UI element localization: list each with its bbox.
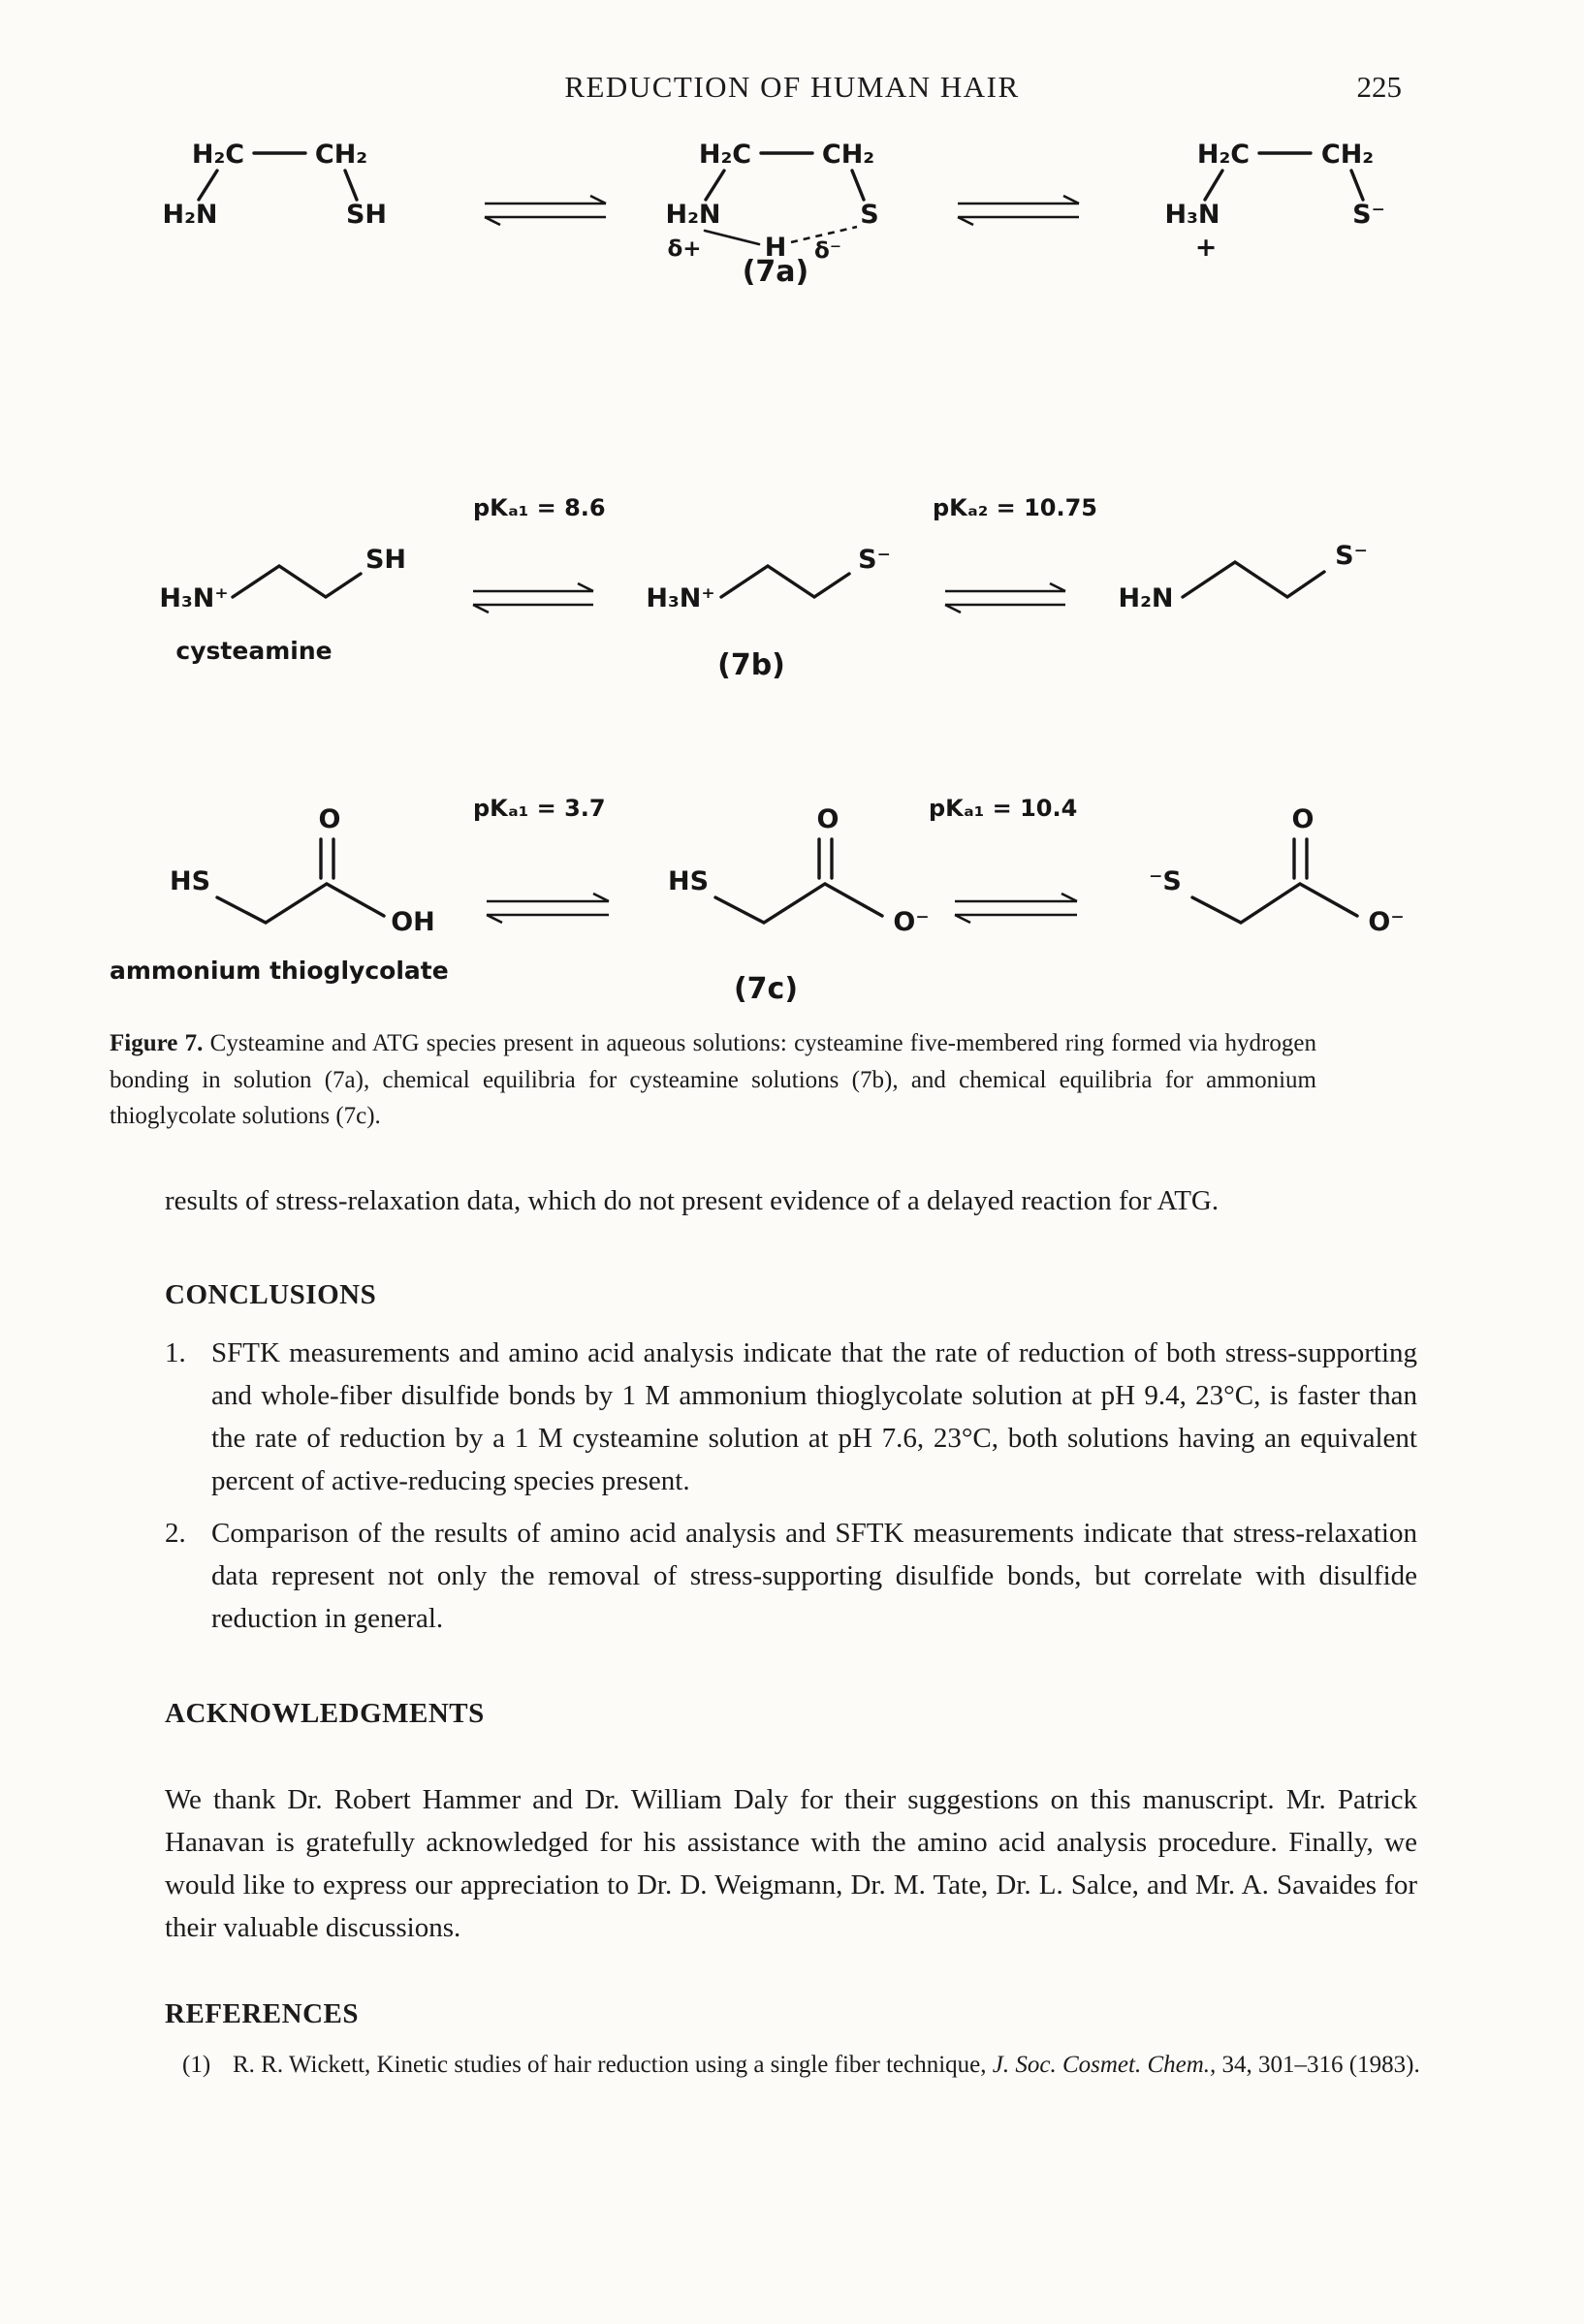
molecule-cysteamine-ring <box>665 140 878 264</box>
running-title: REDUCTION OF HUMAN HAIR <box>564 70 1020 104</box>
body-paragraph: results of stress-relaxation data, which do not present evidence of a delayed reaction for ATG. <box>165 1185 1220 1216</box>
equilibrium-arrow <box>473 583 593 612</box>
bond-line <box>1351 171 1363 200</box>
label-ch2: CH₂ <box>821 140 875 170</box>
label-ch2: CH₂ <box>1320 140 1375 170</box>
references-heading: REFERENCES <box>165 1998 359 2029</box>
label-s-minus: S⁻ <box>858 545 891 575</box>
conclusions-heading: CONCLUSIONS <box>165 1279 377 1310</box>
acknowledgments-heading: ACKNOWLEDGMENTS <box>165 1698 485 1729</box>
reference-journal: J. Soc. Cosmet. Chem., <box>992 2052 1222 2078</box>
list-item-text: Comparison of the results of amino acid analysis and SFTK measurements indicate that stress-relaxation data represent not only the removal of stress-supporting disulfide bonds, but correlate with disulfide reduction in general. <box>211 1518 1417 1635</box>
molecule-thioglycolate-monoanion <box>668 804 930 937</box>
label-delta-plus: δ+ <box>667 236 702 262</box>
scheme-7c <box>0 766 1584 1018</box>
label-h3n-plus: H₃N⁺ <box>646 583 715 613</box>
bond-line <box>715 884 882 923</box>
label-h2c: H₂C <box>191 140 245 170</box>
bond-line <box>233 566 361 597</box>
list-item <box>165 1332 1417 1502</box>
label-h3n-plus: H₃N⁺ <box>159 583 229 613</box>
molecule-name-atg: ammonium thioglycolate <box>110 957 449 985</box>
bond-line <box>706 171 724 200</box>
bond-line <box>852 171 864 200</box>
scheme-7b <box>0 465 1584 707</box>
label-s-minus: ⁻S <box>1149 866 1182 896</box>
label-h3n: H₃N <box>1164 200 1220 230</box>
bond-line <box>345 171 357 200</box>
bond-line <box>217 884 384 923</box>
label-h: H <box>764 233 787 263</box>
label-hs: HS <box>169 866 211 896</box>
list-item <box>165 1512 1417 1640</box>
label-s-minus: S⁻ <box>1352 200 1385 230</box>
scheme-label-7c: (7c) <box>733 972 799 1006</box>
label-h2n: H₂N <box>665 200 721 230</box>
list-item-text: SFTK measurements and amino acid analysis indicate that the rate of reduction of both stress-supporting and whole-fiber disulfide bonds by 1 M ammonium thioglycolate solution at pH 9.4, 23°C, is faster than the rate of reduction by a 1 M cysteamine solution at pH 7.6, 23°C, both solutions having an equivalent percent of active-reducing species present. <box>211 1337 1417 1497</box>
bond-line <box>705 231 759 244</box>
label-h2c: H₂C <box>698 140 752 170</box>
pka2-label: pKₐ₂ = 10.75 <box>933 494 1098 521</box>
molecule-thioglycolate-dianion <box>1149 804 1404 937</box>
acknowledgments-body: We thank Dr. Robert Hammer and Dr. William Daly for their suggestions on this manuscript. Mr. Patrick Hanavan is gratefully acknowledged for his assistance with the amino acid analysis procedure. Finally, we would like to express our appreciation to Dr. D. Weigmann, Dr. M. Tate, Dr. L. Salce, and Mr. A. Savaides for their valuable discussions. <box>165 1784 1417 1944</box>
pka2-label: pKₐ₁ = 10.4 <box>929 795 1078 822</box>
label-h2n: H₂N <box>1118 583 1174 613</box>
pka1-label: pKₐ₁ = 3.7 <box>473 795 606 822</box>
reference-authors-title: R. R. Wickett, Kinetic studies of hair reduction using a single fiber technique, <box>233 2052 993 2078</box>
label-delta-minus: δ⁻ <box>814 238 841 264</box>
scheme-label-7b: (7b) <box>717 648 785 682</box>
equilibrium-arrow <box>955 894 1077 923</box>
molecule-name-cysteamine: cysteamine <box>175 637 333 665</box>
label-o-minus: O⁻ <box>893 907 930 937</box>
equilibrium-arrow <box>485 196 606 225</box>
label-h2c: H₂C <box>1196 140 1251 170</box>
label-oh: OH <box>391 907 435 937</box>
scheme-label-7a: (7a) <box>742 255 809 289</box>
molecule-cysteamine-protonated <box>159 545 406 665</box>
label-plus-charge: + <box>1194 233 1218 263</box>
equilibrium-arrow <box>487 894 609 923</box>
label-ch2: CH₂ <box>314 140 368 170</box>
reference-marker: (1) <box>182 2052 211 2078</box>
label-hs: HS <box>667 866 710 896</box>
molecule-cysteamine-open <box>162 140 387 230</box>
scheme-7a <box>0 114 1584 444</box>
reference-item <box>182 2047 1423 2084</box>
label-sh: SH <box>364 545 407 575</box>
molecule-cysteamine-zwitterion <box>1164 140 1384 263</box>
label-h2n: H₂N <box>162 200 218 230</box>
figure-caption-text: Cysteamine and ATG species present in aqueous solutions: cysteamine five-membered ring formed via hydrogen bonding in solution (7a), chemical equilibria for cysteamine solutions (7b), and chemical equilibria for ammonium thioglycolate solutions (7c). <box>110 1030 1316 1129</box>
bond-line <box>199 171 217 200</box>
list-item-number: 2. <box>165 1518 186 1550</box>
label-o-minus: O⁻ <box>1368 907 1405 937</box>
label-s-minus: S⁻ <box>1335 541 1368 571</box>
figure-caption <box>110 1025 1316 1135</box>
label-carbonyl-o: O <box>318 804 341 834</box>
bond-line <box>1205 171 1222 200</box>
equilibrium-arrow <box>958 196 1079 225</box>
bond-line <box>1183 562 1324 597</box>
molecule-thioglycolic-acid <box>110 804 449 985</box>
references-list <box>182 2047 1423 2084</box>
figure-caption-label: Figure 7. <box>110 1030 204 1056</box>
pka1-label: pKₐ₁ = 8.6 <box>473 494 606 521</box>
reference-text <box>233 2047 1423 2084</box>
label-carbonyl-o: O <box>816 804 840 834</box>
list-item-number: 1. <box>165 1337 186 1368</box>
conclusions-list <box>165 1332 1417 1650</box>
label-carbonyl-o: O <box>1291 804 1315 834</box>
page-number: 225 <box>1356 70 1402 104</box>
molecule-cysteamine-zwitterion <box>646 545 890 613</box>
equilibrium-arrow <box>945 583 1065 612</box>
label-s: S <box>860 200 879 230</box>
bond-line <box>721 566 849 597</box>
bond-line <box>1192 884 1357 923</box>
molecule-cysteamine-deprotonated <box>1118 541 1367 613</box>
reference-volume-pages: 34, 301–316 (1983). <box>1221 2052 1420 2078</box>
label-sh: SH <box>345 200 388 230</box>
